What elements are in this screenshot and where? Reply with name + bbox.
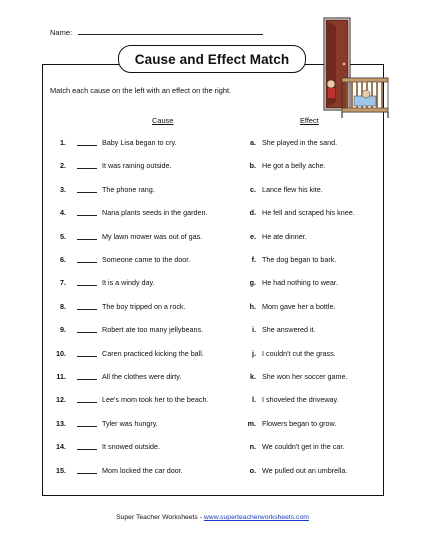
answer-blank[interactable] [77, 349, 97, 357]
match-row [0, 278, 425, 288]
effect-letter: a. [250, 138, 256, 147]
cause-text: All the clothes were dirty. [102, 372, 182, 381]
effect-letter: b. [249, 161, 256, 171]
answer-blank[interactable] [77, 138, 97, 146]
answer-blank[interactable] [77, 419, 97, 427]
answer-blank[interactable] [77, 466, 97, 474]
cause-text: It snowed outside. [102, 442, 160, 452]
answer-blank[interactable] [77, 185, 97, 193]
name-row [50, 26, 263, 37]
cause-text: It is a windy day. [102, 278, 155, 288]
match-row [0, 302, 425, 312]
answer-blank[interactable] [77, 232, 97, 240]
footer-brand: Super Teacher Worksheets [116, 514, 198, 521]
answer-blank[interactable] [77, 442, 97, 450]
effect-text: She won her soccer game. [262, 372, 348, 381]
cause-number: 2. [60, 161, 66, 171]
effect-text: She answered it. [262, 325, 316, 335]
effect-text: He fell and scraped his knee. [262, 208, 355, 218]
match-row [0, 466, 425, 476]
match-row [0, 325, 425, 335]
cause-number: 6. [60, 255, 66, 264]
answer-blank[interactable] [77, 372, 97, 380]
effect-letter: k. [250, 372, 256, 381]
cause-text: Nana plants seeds in the garden. [102, 208, 208, 218]
match-row [0, 138, 425, 148]
effect-text: We couldn't get in the car. [262, 442, 345, 452]
match-row [0, 185, 425, 195]
answer-blank[interactable] [77, 278, 97, 286]
cause-number: 1. [60, 138, 66, 147]
match-row [0, 255, 425, 265]
effect-text: Lance flew his kite. [262, 184, 323, 194]
cause-number: 14. [56, 442, 66, 452]
effect-text: He got a belly ache. [262, 161, 326, 171]
cause-number: 15. [56, 465, 66, 475]
cause-text: Caren practiced kicking the ball. [102, 348, 204, 358]
effect-letter: g. [249, 278, 256, 288]
cause-text: It was raining outside. [102, 161, 172, 171]
effect-letter: f. [251, 255, 256, 264]
cause-text: Baby Lisa began to cry. [102, 138, 177, 147]
effect-letter: n. [249, 442, 256, 452]
effect-text: We pulled out an umbrella. [262, 465, 348, 475]
cause-number: 12. [56, 395, 66, 405]
footer [0, 514, 425, 521]
match-row [0, 232, 425, 242]
cause-text: The boy tripped on a rock. [102, 301, 186, 311]
effect-text: I couldn't cut the grass. [262, 348, 336, 358]
match-row [0, 419, 425, 429]
cause-text: The phone rang. [102, 184, 155, 194]
instructions: Match each cause on the left with an effect on the right. [50, 86, 232, 95]
cause-text: Tyler was hungry. [102, 418, 158, 428]
cause-number: 4. [60, 208, 66, 218]
effect-letter: d. [249, 208, 256, 218]
cause-text: Someone came to the door. [102, 255, 191, 264]
effect-letter: o. [249, 465, 256, 475]
cause-number: 8. [60, 301, 66, 311]
cause-number: 7. [60, 278, 66, 288]
effect-text: He had nothing to wear. [262, 278, 338, 288]
cause-number: 9. [60, 325, 66, 335]
cause-text: Robert ate too many jellybeans. [102, 325, 204, 335]
door-and-crib-illustration [322, 16, 392, 131]
answer-blank[interactable] [77, 325, 97, 333]
effect-letter: m. [247, 418, 256, 428]
effect-letter: j. [252, 348, 256, 358]
answer-blank[interactable] [77, 208, 97, 216]
match-row [0, 208, 425, 218]
cause-number: 10. [56, 348, 66, 358]
cause-text: Lee's mom took her to the beach. [102, 395, 209, 405]
cause-number: 11. [56, 372, 66, 381]
effect-letter: c. [250, 184, 256, 194]
effect-letter: i. [252, 325, 256, 335]
match-row [0, 395, 425, 405]
effect-text: The dog began to bark. [262, 255, 337, 264]
effect-text: Mom gave her a bottle. [262, 301, 336, 311]
effect-text: She played in the sand. [262, 138, 338, 147]
page-title: Cause and Effect Match [118, 45, 306, 73]
match-row [0, 442, 425, 452]
cause-number: 3. [60, 184, 66, 194]
cause-column-header: Cause [152, 116, 174, 125]
effect-letter: l. [252, 395, 256, 405]
answer-blank[interactable] [77, 161, 97, 169]
cause-text: My lawn mower was out of gas. [102, 231, 203, 241]
name-label: Name: [50, 28, 73, 37]
effect-text: He ate dinner. [262, 231, 307, 241]
cause-text: Mom locked the car door. [102, 465, 183, 475]
answer-blank[interactable] [77, 255, 97, 263]
answer-blank[interactable] [77, 395, 97, 403]
effect-column-header: Effect [300, 116, 319, 125]
effect-text: Flowers began to grow. [262, 418, 337, 428]
footer-link[interactable]: www.superteacherworksheets.com [203, 514, 309, 521]
answer-blank[interactable] [77, 302, 97, 310]
match-row [0, 349, 425, 359]
effect-letter: e. [250, 231, 256, 241]
match-row [0, 372, 425, 382]
footer-separator: - [199, 514, 202, 521]
cause-number: 5. [60, 231, 66, 241]
cause-number: 13. [56, 418, 66, 428]
match-row [0, 161, 425, 171]
effect-text: I shoveled the driveway. [262, 395, 339, 405]
effect-letter: h. [249, 301, 256, 311]
name-field[interactable] [78, 26, 263, 35]
